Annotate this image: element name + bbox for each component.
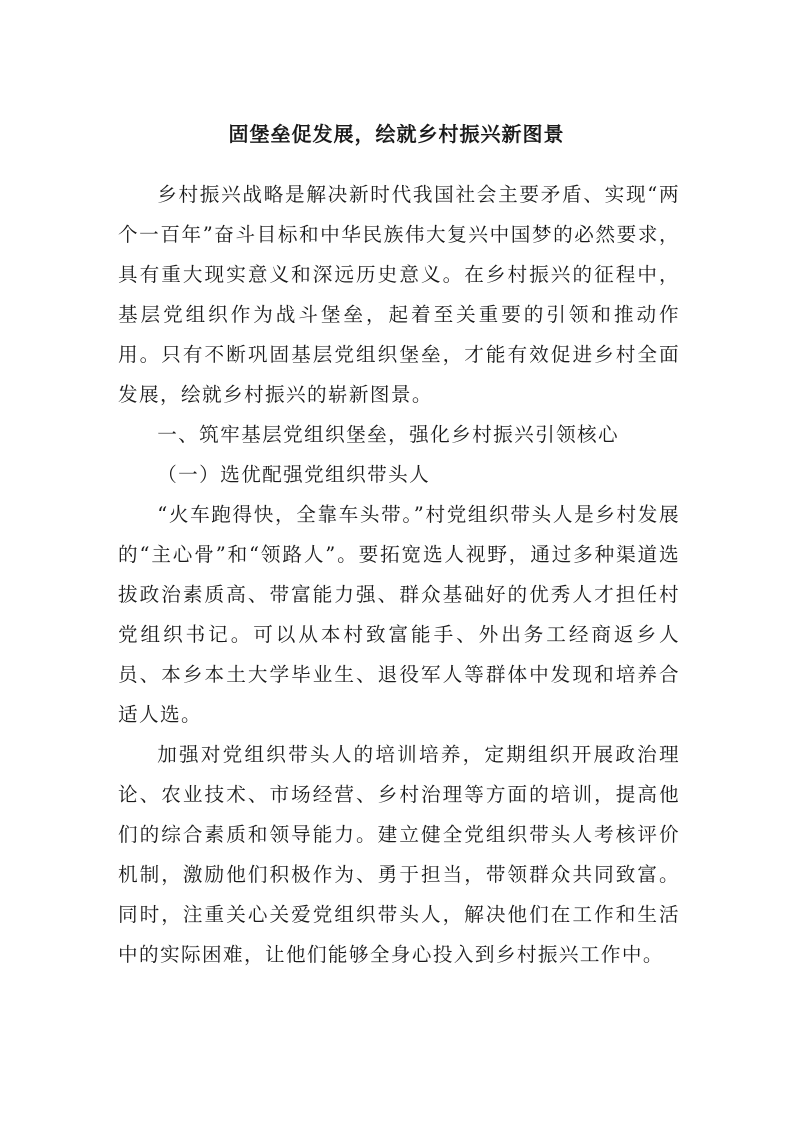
document-body: [118, 175, 680, 975]
document-title: 固堡垒促发展，绘就乡村振兴新图景: [228, 122, 565, 146]
subsection-heading: （一）选优配强党组织带头人: [157, 463, 431, 486]
section-heading: 一、筑牢基层党组织堡垒，强化乡村振兴引领核心: [157, 423, 620, 446]
intro-paragraph: 乡村振兴战略是解决新时代我国社会主要矛盾、实现“两个一百年”奋斗目标和中华民族伟大复兴中国梦的必然要求，具有重大现实意义和深远历史意义。在乡村振兴的征程中，基层党组织作为战斗堡垒，起着至关重要的引领和推动作用。只有不断巩固基层党组织堡垒，才能有效促进乡村全面发展，绘就乡村振兴的崭新图景。: [118, 183, 680, 406]
section-paragraph-2: 加强对党组织带头人的培训培养，定期组织开展政治理论、农业技术、市场经营、乡村治理等方面的培训，提高他们的综合素质和领导能力。建立健全党组织带头人考核评价机制，激励他们积极作为、勇于担当，带领群众共同致富。同时，注重关心关爱党组织带头人，解决他们在工作和生活中的实际困难，让他们能够全身心投入到乡村振兴工作中。: [118, 743, 680, 966]
section-paragraph-1: “火车跑得快，全靠车头带。”村党组织带头人是乡村发展的“主心骨”和“领路人”。要拓宽选人视野，通过多种渠道选拔政治素质高、带富能力强、群众基础好的优秀人才担任村党组织书记。可以从本村致富能手、外出务工经商返乡人员、本乡本土大学毕业生、退役军人等群体中发现和培养合适人选。: [118, 503, 680, 726]
